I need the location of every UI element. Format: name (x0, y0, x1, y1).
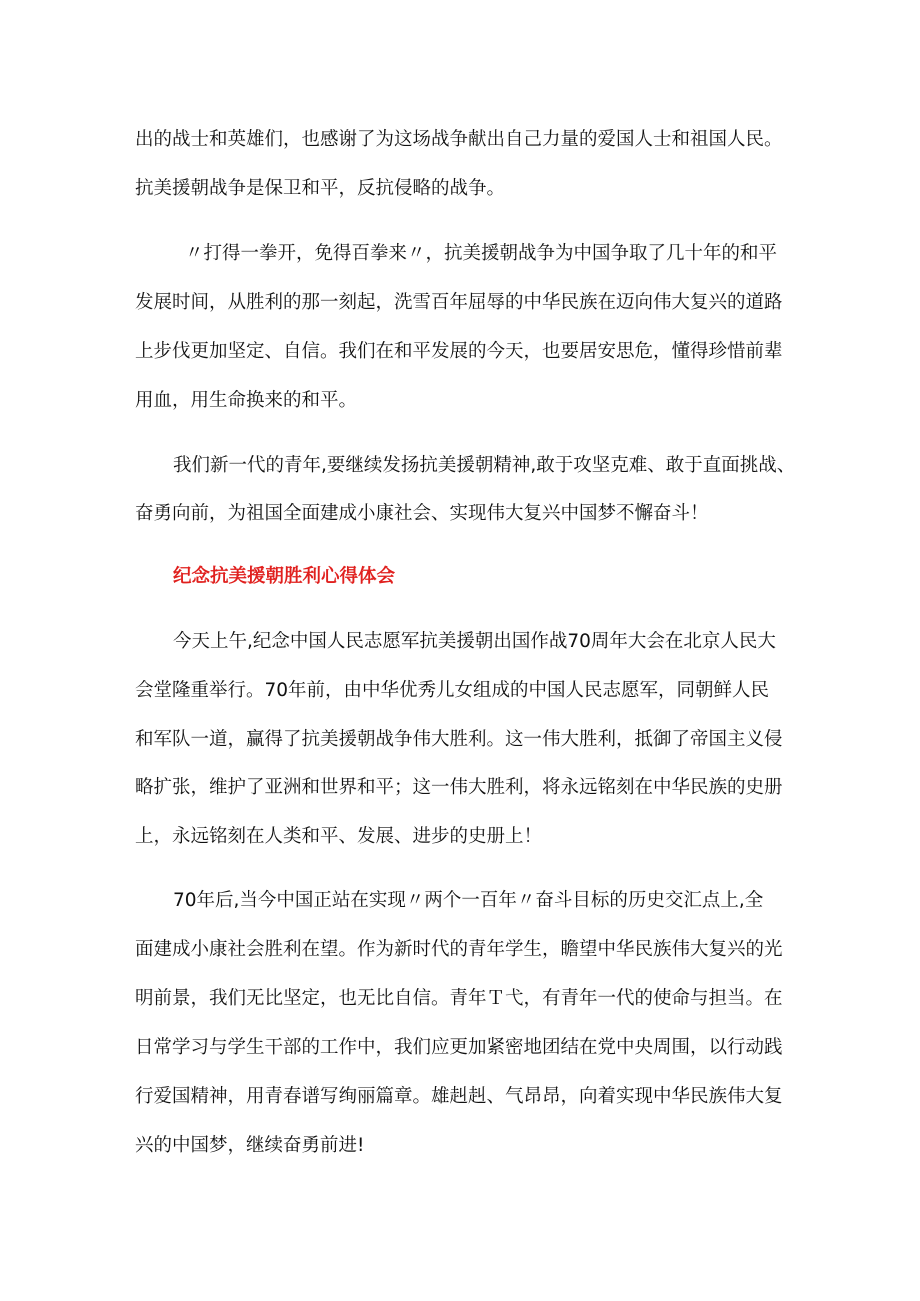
text-line: 奋勇向前，为祖国全面建成小康社会、实现伟大复兴中国梦不懈奋斗！ (135, 503, 709, 524)
section-heading: 纪念抗美援朝胜利心得体会 (173, 566, 396, 587)
text-line: 我们新一代的青年,要继续发扬抗美援朝精神,敢于攻坚克难、敢于直面挑战、 (173, 455, 796, 476)
text-line: 今天上午,纪念中国人民志愿军抗美援朝出国作战70周年大会在北京人民大 (173, 631, 776, 652)
text-line: 上，永远铭刻在人类和平、发展、进步的史册上！ (135, 826, 543, 847)
text-line: 〃打得一拳开，免得百拳来〃，抗美援朝战争为中国争取了几十年的和平 (185, 243, 778, 264)
text-line: 兴的中国梦，继续奋勇前进! (135, 1135, 365, 1156)
text-line: 明前景，我们无比坚定，也无比自信。青年Ｔ弋，有青年一代的使命与担当。在 (135, 988, 783, 1009)
text-line: 行爱国精神，用青春谱写绚丽篇章。雄赳赳、气昂昂，向着实现中华民族伟大复 (135, 1086, 783, 1107)
text-line: 出的战士和英雄们，也感谢了为这场战争献出自己力量的爱国人士和祖国人民。 (135, 129, 783, 150)
text-line: 会堂隆重举行。70年前，由中华优秀儿女组成的中国人民志愿军，同朝鲜人民 (135, 680, 770, 701)
text-line: 70年后,当今中国正站在实现〃两个一百年〃奋斗目标的历史交汇点上,全 (173, 890, 764, 911)
text-line: 发展时间，从胜利的那一刻起，洗雪百年屈辱的中华民族在迈向伟大复兴的道路 (135, 292, 783, 313)
text-line: 和军队一道，赢得了抗美援朝战争伟大胜利。这一伟大胜利，抵御了帝国主义侵 (135, 729, 783, 750)
text-line: 略扩张，维护了亚洲和世界和平；这一伟大胜利，将永远铭刻在中华民族的史册 (135, 777, 783, 798)
text-line: 抗美援朝战争是保卫和平，反抗侵略的战争。 (135, 178, 506, 199)
text-line: 日常学习与学生干部的工作中，我们应更加紧密地团结在党中央周围，以行动践 (135, 1037, 783, 1058)
text-line: 面建成小康社会胜利在望。作为新时代的青年学生，瞻望中华民族伟大复兴的光 (135, 939, 783, 960)
text-line: 上步伐更加坚定、自信。我们在和平发展的今天，也要居安思危，懂得珍惜前辈 (135, 341, 783, 362)
text-line: 用血，用生命换来的和平。 (135, 390, 358, 411)
